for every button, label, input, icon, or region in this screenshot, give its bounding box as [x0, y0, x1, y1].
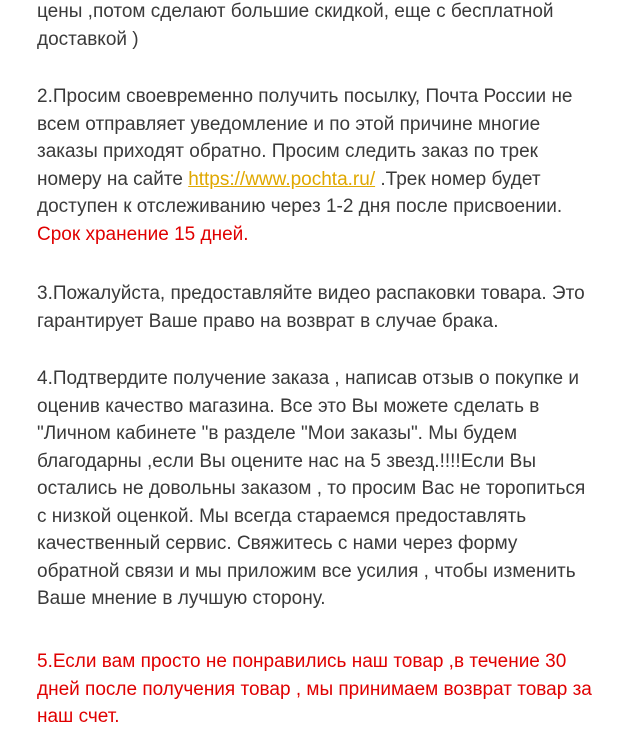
pochta-link[interactable]: https://www.pochta.ru/	[188, 168, 376, 190]
paragraph-2	[37, 83, 607, 248]
paragraph-5-return-policy: 5.Если вам просто не понравились наш товар ,в течение 30 дней после получения товар , мы принимаем возврат товар за наш счет.	[37, 651, 592, 727]
paragraph-3: 3.Пожалуйста, предоставляйте видео распаковки товара. Это гарантирует Ваше право на возврат в случае брака.	[37, 283, 585, 332]
paragraph-2-text-continued: .Трек номер будет доступен к отслеживанию через 1-2 дня после присвоении.	[37, 168, 563, 217]
paragraph-4: 4.Подтвердите получение заказа , написав отзыв о покупке и оценив качество магазина. Все это Вы можете сделать в "Личном кабинете "в разделе "Мои заказы". Мы будем благодарны ,если Вы оцените нас на 5 звезд.!!!!Если Вы остались не довольны заказом , то просим Вас не торопиться с низкой оценкой. Мы всегда стараемся предоставлять качественный сервис. Свяжитесь с нами через форму обратной связи и мы приложим все усилия , чтобы изменить Ваше мнение в лучшую сторону.	[37, 368, 586, 609]
intro-paragraph: цены ,потом сделают большие скидкой, еще с бесплатной доставкой )	[37, 1, 554, 50]
paragraph-2-text: 2.Просим своевременно получить посылку, Почта России не всем отправляет уведомление и по этой причине многие заказы приходят обратно. Просим следить заказ по трек номеру на сайте	[37, 86, 573, 190]
storage-period-notice: Срок хранение 15 дней.	[37, 223, 249, 245]
